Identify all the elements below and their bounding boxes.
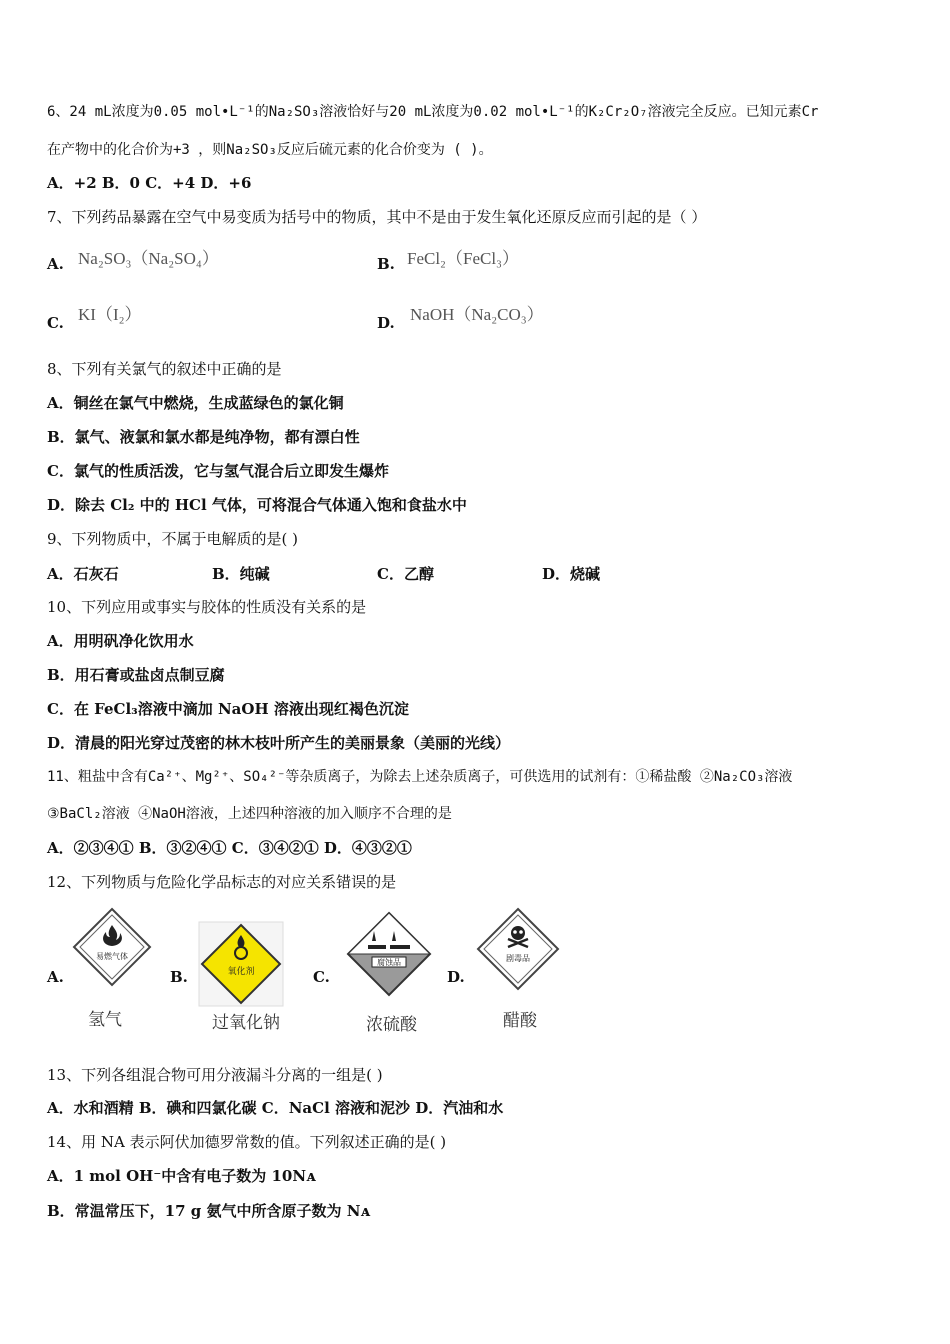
q10-option-c: C．在 FeCl₃溶液中滴加 NaOH 溶液出现红褐色沉淀 <box>47 700 409 718</box>
q12-sign-c-text: 腐蚀品 <box>377 958 401 967</box>
q12-caption-b: 过氧化钠 <box>212 1013 280 1032</box>
q12-sign-d-text: 剧毒品 <box>506 954 530 963</box>
q11-line2: ③BaCl₂溶液 ④NaOH溶液，上述四种溶液的加入顺序不合理的是 <box>47 806 452 822</box>
q9-stem: 9、下列物质中，不属于电解质的是( ) <box>47 530 299 548</box>
q6-options: A．+2 B．0 C．+4 D．+6 <box>47 174 252 192</box>
q14-stem: 14、用 NA 表示阿伏加德罗常数的值。下列叙述正确的是( ) <box>47 1133 447 1151</box>
q9-option-d: D．烧碱 <box>542 565 601 583</box>
q12-caption-a: 氢气 <box>88 1010 122 1029</box>
q6-line2: 在产物中的化合价为+3 ，则Na₂SO₃反应后硫元素的化合价变为 ( )。 <box>47 142 493 158</box>
q7-option-b-label: B. <box>377 255 395 273</box>
q8-option-b: B．氯气、液氯和氯水都是纯净物，都有漂白性 <box>47 428 360 446</box>
q12-caption-c: 浓硫酸 <box>366 1015 417 1034</box>
q12-stem: 12、下列物质与危险化学品标志的对应关系错误的是 <box>47 873 397 891</box>
q7-option-a-formula: Na₂SO₃（Na₂SO₄） <box>78 249 219 268</box>
q12-option-a-label: A. <box>47 968 64 986</box>
q9-option-a: A．石灰石 <box>47 565 119 583</box>
q13-options: A．水和酒精 B．碘和四氯化碳 C．NaCl 溶液和泥沙 D．汽油和水 <box>47 1099 504 1117</box>
q11-line1: 11、粗盐中含有Ca²⁺、Mg²⁺、SO₄²⁻等杂质离子，为除去上述杂质离子，可供选用的试剂有：①稀盐酸 ②Na₂CO₃溶液 <box>47 769 793 785</box>
q8-option-a: A．铜丝在氯气中燃烧，生成蓝绿色的氯化铜 <box>47 394 344 412</box>
q7-option-c-label: C. <box>47 314 64 332</box>
q14-option-b: B．常温常压下，17 g 氨气中所含原子数为 Nᴀ <box>47 1202 371 1220</box>
q12-caption-d: 醋酸 <box>503 1011 537 1030</box>
q12-sign-a-text: 易燃气体 <box>96 952 128 961</box>
q12-option-b-label: B. <box>170 968 188 986</box>
q7-option-d-formula: NaOH（Na₂CO₃） <box>410 305 544 324</box>
q13-stem: 13、下列各组混合物可用分液漏斗分离的一组是( ) <box>47 1066 383 1084</box>
q10-option-b: B．用石膏或盐卤点制豆腐 <box>47 666 225 684</box>
q14-option-a: A．1 mol OH⁻中含有电子数为 10Nᴀ <box>47 1167 316 1185</box>
q7-stem: 7、下列药品暴露在空气中易变质为括号中的物质，其中不是由于发生氧化还原反应而引起的是（ ） <box>47 208 707 226</box>
q12-option-d-label: D. <box>447 968 465 986</box>
q12-sign-b-text: 氧化剂 <box>227 967 255 977</box>
q8-option-c: C．氯气的性质活泼，它与氢气混合后立即发生爆炸 <box>47 462 389 480</box>
q7-option-b-formula: FeCl₂（FeCl₃） <box>407 249 519 268</box>
q7-option-c-formula: KI（I₂） <box>78 305 142 324</box>
q12-sign-flammable-gas <box>70 905 180 1035</box>
q11-options: A．②③④① B．③②④① C．③④②① D．④③②① <box>47 839 412 857</box>
q9-option-b: B．纯碱 <box>212 565 270 583</box>
q9-option-c: C．乙醇 <box>377 565 434 583</box>
q12-option-c-label: C. <box>313 968 330 986</box>
q10-option-a: A．用明矾净化饮用水 <box>47 632 194 650</box>
q7-option-d-label: D. <box>377 314 395 332</box>
q10-option-d: D．清晨的阳光穿过茂密的林木枝叶所产生的美丽景象（美丽的光线） <box>47 734 511 752</box>
q8-stem: 8、下列有关氯气的叙述中正确的是 <box>47 360 282 378</box>
q6-line1: 6、24 mL浓度为0.05 mol•L⁻¹的Na₂SO₃溶液恰好与20 mL浓度为0.02 mol•L⁻¹的K₂Cr₂O₇溶液完全反应。已知元素Cr <box>47 104 819 120</box>
q7-option-a-label: A. <box>47 255 64 273</box>
q8-option-d: D．除去 Cl₂ 中的 HCl 气体，可将混合气体通入饱和食盐水中 <box>47 496 467 514</box>
q10-stem: 10、下列应用或事实与胶体的性质没有关系的是 <box>47 598 367 616</box>
